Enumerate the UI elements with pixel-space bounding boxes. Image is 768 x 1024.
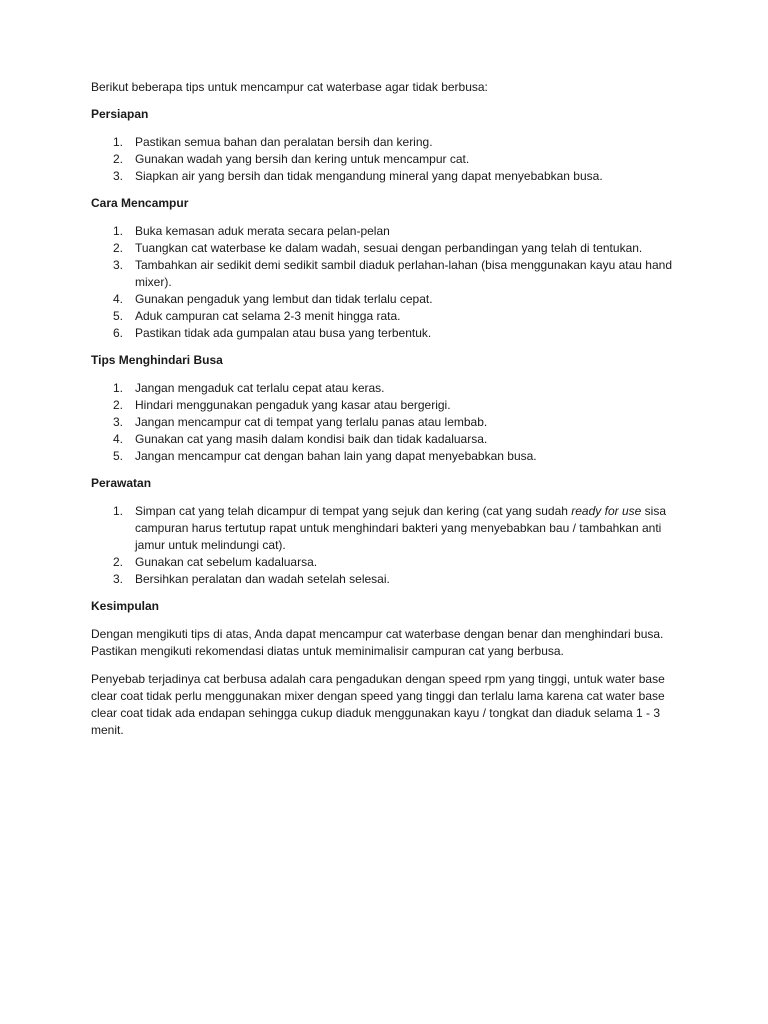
numbered-list	[91, 134, 678, 185]
list-item-number: 1.	[113, 504, 124, 518]
list-item-number: 1.	[113, 135, 124, 149]
list-item	[91, 554, 678, 571]
list-item	[91, 414, 678, 431]
section-heading: Cara Mencampur	[91, 196, 189, 210]
list-item-text: Tambahkan air sedikit demi sedikit sambil diaduk perlahan-lahan (bisa menggunakan kayu atau hand mixer).	[135, 258, 672, 289]
list-item-number: 3.	[113, 169, 124, 183]
conclusion-heading: Kesimpulan	[91, 599, 160, 613]
intro-paragraph: Berikut beberapa tips untuk mencampur cat waterbase agar tidak berbusa:	[91, 80, 488, 94]
list-item-text: Bersihkan peralatan dan wadah setelah selesai.	[135, 572, 390, 586]
list-item	[91, 380, 678, 397]
list-item-number: 5.	[113, 449, 124, 463]
italic-text: ready for use	[571, 504, 642, 518]
list-item-number: 3.	[113, 572, 124, 586]
list-item-text: Jangan mencampur cat di tempat yang terlalu panas atau lembab.	[135, 415, 488, 429]
list-item-text: Pastikan tidak ada gumpalan atau busa yang terbentuk.	[135, 326, 432, 340]
list-item-number: 4.	[113, 432, 124, 446]
list-item-number: 3.	[113, 415, 124, 429]
list-item	[91, 308, 678, 325]
list-item-number: 1.	[113, 381, 124, 395]
conclusion-paragraph-1: Dengan mengikuti tips di atas, Anda dapat mencampur cat waterbase dengan benar dan menghindari busa. Pastikan mengikuti rekomendasi diatas untuk meminimalisir campuran cat yang berbusa.	[91, 627, 664, 658]
list-item-text: Siapkan air yang bersih dan tidak mengandung mineral yang dapat menyebabkan busa.	[135, 169, 603, 183]
list-item-text: Gunakan cat yang masih dalam kondisi baik dan tidak kadaluarsa.	[135, 432, 488, 446]
list-item-text: Jangan mengaduk cat terlalu cepat atau keras.	[135, 381, 385, 395]
list-item	[91, 151, 678, 168]
list-item	[91, 571, 678, 588]
list-item-text: Tuangkan cat waterbase ke dalam wadah, sesuai dengan perbandingan yang telah di tentukan.	[135, 241, 643, 255]
list-item-text: Gunakan wadah yang bersih dan kering untuk mencampur cat.	[135, 152, 470, 166]
numbered-list	[91, 503, 678, 588]
list-item-number: 2.	[113, 398, 124, 412]
list-item	[91, 240, 678, 257]
list-item-text: Simpan cat yang telah dicampur di tempat yang sejuk dan kering (cat yang sudah ready for use sisa campuran harus tertutup rapat untuk menghindari bakteri yang menyebabkan bau / tambahkan anti jamur untuk melindungi cat).	[135, 504, 666, 552]
list-item-text: Jangan mencampur cat dengan bahan lain yang dapat menyebabkan busa.	[135, 449, 537, 463]
sections-container	[91, 106, 678, 588]
list-item	[91, 448, 678, 465]
list-item-number: 4.	[113, 292, 124, 306]
list-item-text: Aduk campuran cat selama 2-3 menit hingga rata.	[135, 309, 401, 323]
numbered-list	[91, 223, 678, 342]
list-item	[91, 168, 678, 185]
conclusion-paragraph-2: Penyebab terjadinya cat berbusa adalah cara pengadukan dengan speed rpm yang tinggi, untuk water base clear coat tidak perlu menggunakan mixer dengan speed yang tinggi dan terlalu lama karena cat water base clear coat tidak ada endapan sehingga cukup diaduk menggunakan kayu / tongkat dan diaduk selama 1 - 3 menit.	[91, 672, 665, 737]
list-item-number: 2.	[113, 152, 124, 166]
section-heading: Persiapan	[91, 107, 149, 121]
list-item-text: Gunakan cat sebelum kadaluarsa.	[135, 555, 318, 569]
list-item-number: 2.	[113, 555, 124, 569]
list-item	[91, 397, 678, 414]
list-item-number: 3.	[113, 258, 124, 272]
list-item-number: 1.	[113, 224, 124, 238]
list-item-number: 6.	[113, 326, 124, 340]
list-item	[91, 223, 678, 240]
list-item	[91, 134, 678, 151]
list-item	[91, 257, 678, 291]
list-item	[91, 503, 678, 554]
list-item	[91, 431, 678, 448]
section-heading: Perawatan	[91, 476, 152, 490]
list-item	[91, 291, 678, 308]
list-item-number: 2.	[113, 241, 124, 255]
list-item-text: Buka kemasan aduk merata secara pelan-pelan	[135, 224, 390, 238]
numbered-list	[91, 380, 678, 465]
list-item	[91, 325, 678, 342]
list-item-number: 5.	[113, 309, 124, 323]
section-heading: Tips Menghindari Busa	[91, 353, 223, 367]
list-item-text: Pastikan semua bahan dan peralatan bersih dan kering.	[135, 135, 433, 149]
list-item-text: Hindari menggunakan pengaduk yang kasar atau bergerigi.	[135, 398, 451, 412]
list-item-text: Gunakan pengaduk yang lembut dan tidak terlalu cepat.	[135, 292, 433, 306]
